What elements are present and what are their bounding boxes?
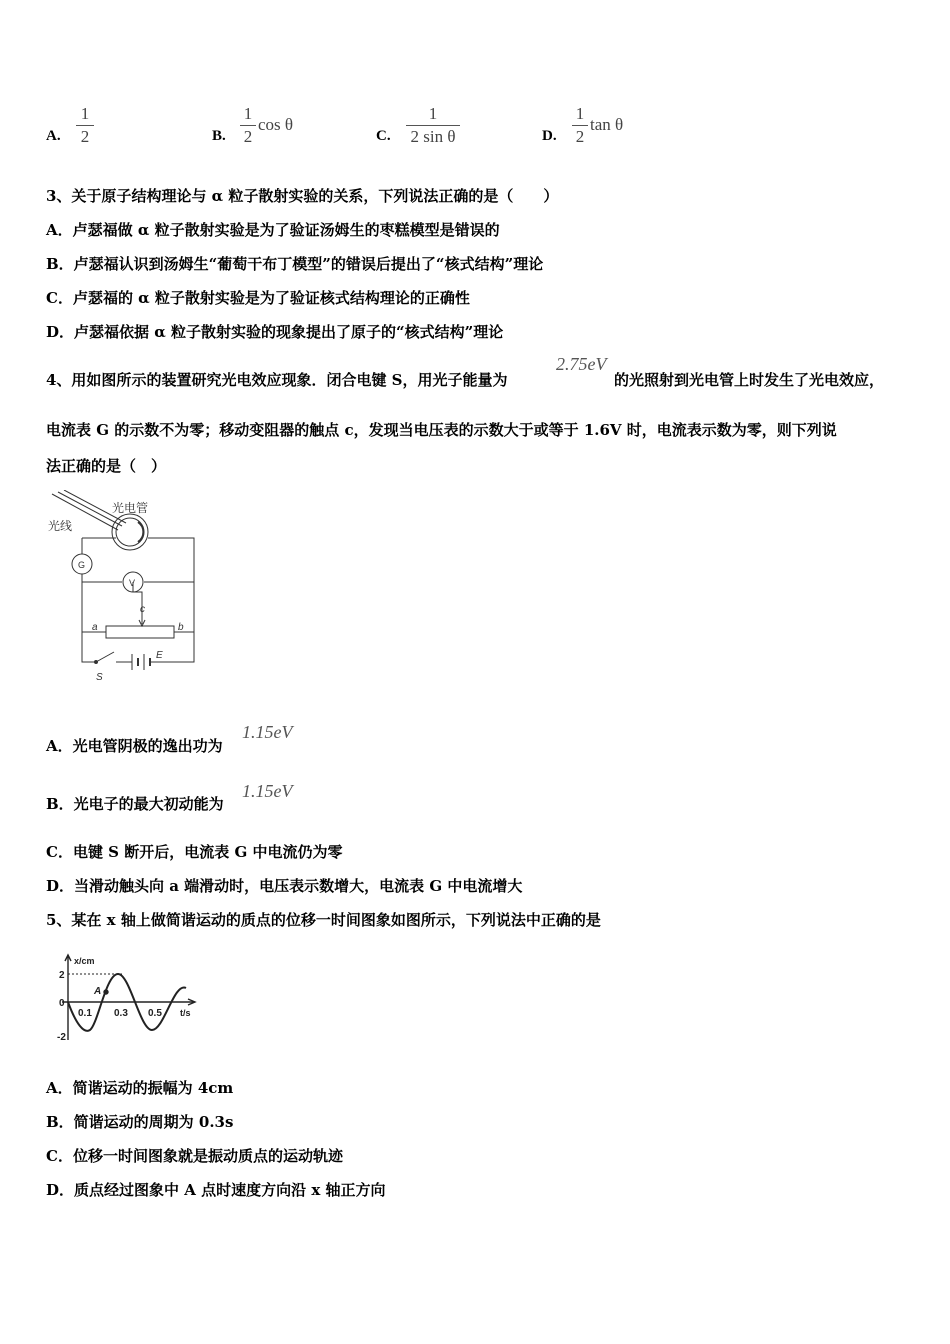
q5-option-b: B．简谐运动的周期为 0.3s <box>46 1113 234 1131</box>
q3-stem: 3、关于原子结构理论与 α 粒子散射实验的关系，下列说法正确的是（ ） <box>46 187 559 205</box>
q5-option-a: A．简谐运动的振幅为 4cm <box>46 1079 234 1097</box>
q4-stem-part2: 的光照射到光电管上时发生了光电效应， <box>614 371 885 389</box>
q2-option-c-denominator: 2 sin θ <box>410 127 456 146</box>
tick-neg2: -2 <box>57 1032 66 1043</box>
q2-option-b-fraction <box>240 104 256 147</box>
q4-stem-line3: 法正确的是（ ） <box>46 457 167 475</box>
q4-option-c: C．电键 S 断开后，电流表 G 中电流仍为零 <box>46 843 343 861</box>
q2-option-c-label: C. <box>376 128 391 144</box>
tick-0: 0 <box>59 998 65 1009</box>
q2-option-a-label: A. <box>46 128 61 144</box>
photoelectric-circuit-diagram <box>44 490 204 686</box>
q4-option-b-value: 1.15eV <box>242 781 293 801</box>
label-g: G <box>78 560 86 570</box>
rheostat <box>106 626 174 638</box>
tick-0-5: 0.5 <box>148 1008 162 1019</box>
q3-option-a: A．卢瑟福做 α 粒子散射实验是为了验证汤姆生的枣糕模型是错误的 <box>46 221 500 239</box>
q2-option-b-numerator: 1 <box>243 104 253 123</box>
graph-ylabel: x/cm <box>74 956 95 966</box>
q4-option-a: A．光电管阴极的逸出功为 <box>46 737 223 755</box>
switch-lever <box>96 652 114 662</box>
label-v: V <box>129 578 136 588</box>
q5-option-d: D．质点经过图象中 A 点时速度方向沿 x 轴正方向 <box>46 1181 386 1199</box>
graph-xlabel: t/s <box>180 1008 191 1018</box>
q4-option-a-value: 1.15eV <box>242 722 293 742</box>
label-s: S <box>96 672 103 683</box>
q2-option-b-label: B. <box>212 128 226 144</box>
q2-option-b-denominator: 2 <box>243 127 253 146</box>
q4-option-d: D．当滑动触头向 a 端滑动时，电压表示数增大，电流表 G 中电流增大 <box>46 877 523 895</box>
q2-option-c-fraction <box>406 104 460 147</box>
q4-option-b: B．光电子的最大初动能为 <box>46 795 224 813</box>
q2-option-d-denominator: 2 <box>575 127 585 146</box>
label-a: a <box>92 622 98 633</box>
q4-stem-part1: 4、用如图所示的装置研究光电效应现象．闭合电键 S，用光子能量为 <box>46 371 508 389</box>
label-point-a: A <box>94 986 102 997</box>
q2-option-d-label: D. <box>542 128 557 144</box>
q3-option-b: B．卢瑟福认识到汤姆生“葡萄干布丁模型”的错误后提出了“核式结构”理论 <box>46 255 544 273</box>
label-b: b <box>178 622 184 633</box>
q5-stem: 5、某在 x 轴上做简谐运动的质点的位移一时间图象如图所示，下列说法中正确的是 <box>46 911 601 929</box>
tick-2: 2 <box>59 970 65 981</box>
point-a-marker <box>104 990 108 994</box>
wire-right-loop <box>148 538 194 662</box>
label-photo-tube: 光电管 <box>112 501 149 515</box>
q2-option-b-trig: cos θ <box>258 115 294 134</box>
label-light: 光线 <box>48 519 73 533</box>
label-c: c <box>140 604 145 615</box>
tick-0-1: 0.1 <box>78 1008 92 1019</box>
displacement-time-graph <box>56 952 206 1048</box>
q4-stem-line2: 电流表 G 的示数不为零；移动变阻器的触点 c，发现当电压表的示数大于或等于 1.6V 时，电流表示数为零，则下列说 <box>46 421 837 439</box>
q2-option-a-fraction <box>76 104 94 147</box>
tick-0-3: 0.3 <box>114 1008 128 1019</box>
q3-option-c: C．卢瑟福的 α 粒子散射实验是为了验证核式结构理论的正确性 <box>46 289 470 307</box>
q2-option-d-trig: tan θ <box>590 115 624 134</box>
q5-option-c: C．位移一时间图象就是振动质点的运动轨迹 <box>46 1147 343 1165</box>
q4-photon-energy: 2.75eV <box>556 354 607 374</box>
label-e: E <box>156 650 163 661</box>
q2-option-d-fraction <box>572 104 588 147</box>
q2-option-d-numerator: 1 <box>575 104 585 123</box>
wire-left-bottom <box>82 632 96 662</box>
q3-option-d: D．卢瑟福依据 α 粒子散射实验的现象提出了原子的“核式结构”理论 <box>46 323 504 341</box>
q2-option-a-numerator: 1 <box>80 104 90 123</box>
q2-option-c-numerator: 1 <box>428 104 438 123</box>
q2-option-a-denominator: 2 <box>80 127 90 146</box>
